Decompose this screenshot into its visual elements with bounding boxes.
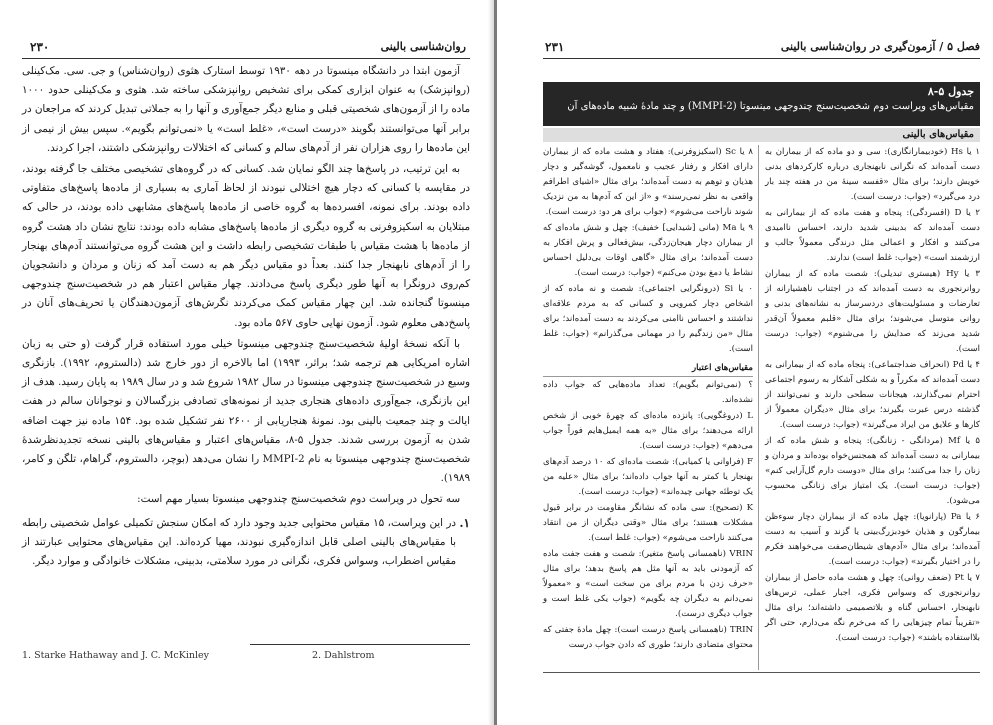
left-header-rule <box>22 58 470 59</box>
validity-entry: ؟ (نمی‌توانم بگویم): تعداد ماده‌هایی که جواب داده نشده‌اند. <box>543 380 753 405</box>
validity-entry: L (دروغگویی): پانزده ماده‌ای که چهرهٔ خوبی از شخص ارائه می‌دهند؛ برای مثال «به همه ایمیل‌هایم فوراً جواب می‌دهم» (جواب: درست است). <box>543 411 753 451</box>
table-bottom-rule <box>543 672 980 673</box>
table-label: جدول ۵-۸ <box>927 85 974 98</box>
left-page-number: ۲۳۰ <box>30 40 50 54</box>
left-body-text <box>22 62 470 571</box>
footnote-rule <box>250 644 470 645</box>
validity-scales-heading: مقیاس‌های اعتبار <box>543 361 753 377</box>
column-divider <box>758 145 759 670</box>
book-spine <box>494 0 497 725</box>
validity-entry: F (فراوانی یا کمیابی): شصت ماده‌ای که ۱۰ درصد آدم‌های بهنجار یا کمتر به آنها جواب داده‌اند؛ برای مثال «علیه من یک توطئه جهانی چیده‌اند» (جواب: درست است). <box>543 457 753 497</box>
table-subheading <box>543 128 980 142</box>
scale-entry: ۱ یا Hs (خودبیمارانگاری): سی و دو ماده که از بیماران به دست آمده‌اند که نگرانی نابهنجاری درباره کارکردهای بدنی خویش دارند؛ برای مثال «قفسه سینهٔ من در هفته چند بار درد می‌گیرد» (جواب: درست است). <box>765 147 980 202</box>
right-running-header: فصل ۵ / آزمون‌گیری در روان‌شناسی بالینی <box>780 40 980 53</box>
paragraph: به این ترتیب، در پاسخ‌ها چند الگو نمایان شد. کسانی که در گروه‌های تشخیصی مختلف جا گرفته بودند، در مقایسه با کسانی که دچار هیچ اختلالی نبودند از لحاظ آماری به بسیاری از ماده‌ها پاسخ‌های متفاوتی داده بودند. برای نمونه، افسرده‌ها به گروه خاصی از ماده‌ها پاسخ‌های مشابهی داده بودند، در حالی که مبتلایان به اسکیزوفرنی به گروه دیگری از ماده‌ها پاسخ‌های مشابه داده بودند: نتایج نشان داد هشت گروه از ماده‌ها با هشت مقیاس با طبقات تشخیصی رابطه داشت و این هشت گروه می‌توانستند آدم‌های بهنجار را از آدم‌های نابهنجار جدا کنند. بعداً دو مقیاس دیگر هم به دست آمد که زنان و مردان و دانشجویان کم‌روی درونگرا به آنها طور دیگری پاسخ می‌دادند. چهار مقیاس اعتبار هم در شخصیت‌سنج چندوجهی مینسوتا گنجانده شد. این چهار مقیاس کمک می‌کردند نگرش‌های آزمون‌دهندگان یا تحریف‌های آنان در پاسخ‌دهی معلوم شود. آزمون نهایی حاوی ۵۶۷ ماده بود. <box>22 163 470 329</box>
right-page-number: ۲۳۱ <box>545 40 565 54</box>
validity-entry: TRIN (ناهمسانی پاسخ درست است): چهل مادهٔ جفتی که محتوای متضادی دارند؛ طوری که دادن جواب درست <box>543 625 753 650</box>
scale-entry: ۵ یا Mf (مردانگی - زنانگی): پنجاه و شش ماده که از بیمارانی به دست آمده‌اند که همجنس‌خواه بوده‌اند و مردان و زنان را جدا می‌کنند؛ برای مثال «دوست دارم گل‌آرایی کنم» (جواب: درست است). یک امتیاز برای زنانگی محسوب می‌شود). <box>765 436 980 506</box>
paragraph: با آنکه نسخهٔ اولیهٔ شخصیت‌سنج چندوجهی مینسوتا خیلی مورد استفاده قرار گرفت (و حتی به زبان اشاره امریکایی هم ترجمه شد؛ براثر، ۱۹۹۳) اما بالاخره از دور خارج شد (دالستروم، ۱۹۹۲). بازنگری وسیع در شخصیت‌سنج چندوجهی مینسوتا در سال ۱۹۸۲ شروع شد و در سال ۱۹۸۹ به پایان رسید. هدف از این بازنگری، جمع‌آوری داده‌های هنجاری جدید از نمونه‌های تصادفی بزرگسالان و نوجوانان سالم در هفت ایالت و چند جمعیت بالینی بود. نمونهٔ هنجاریابی از ۲۶۰۰ نفر تشکیل شده بود. ۱۵۴ ماده نیز جهت اضافه شدن به آزمون بررسی شدند. جدول ۵-۸، مقیاس‌های اعتبار و مقیاس‌های بالینی نسخه تجدیدنظرشدهٔ شخصیت‌سنج چندوجهی مینسوتا به نام MMPI-2 را نشان می‌دهد (بوچر، دالستروم، گراهام، تلگن و کامر، ۱۹۸۹). <box>22 337 470 485</box>
clinical-scales-heading: مقیاس‌های بالینی <box>902 129 974 140</box>
scale-entry: ۸ یا Sc (اسکیزوفرنی): هفتاد و هشت ماده که از بیماران دارای افکار و رفتار عجیب و نامعمول، گوشه‌گیر و دچار هذیان و توهم به دست آمده‌اند؛ برای مثال «اشیای اطرافم واقعی به نظر نمی‌رسند» و «از این که آدم‌ها به من نزدیک شوند ناراحت می‌شوم» (جواب برای هر دو: درست است). <box>543 147 753 217</box>
paragraph: آزمون ابتدا در دانشگاه مینسوتا در دهه ۱۹۳۰ توسط استارک هثوی (روان‌شناس) و جی. سی. مک‌کینلی (روانپزشک) به عنوان ابزاری کمکی برای تشخیص روانپزشکی ساخته شد. هثوی و مک‌کینلی حدود ۱۰۰۰ ماده را از آزمون‌های شخصیتی قبلی و منابع دیگر جمع‌آوری و آنها را به جملاتی تبدیل کردند که مراجعان در برابر آنها می‌توانستند بگویند «درست است»، «غلط است» یا «نمی‌توانم بگویم». سپس بیش از نیمی از این ماده‌ها را روی هزاران نفر از آدم‌های سالم و کسانی که اختلالات روانپزشکی داشتند، اجرا کردند. <box>22 65 470 154</box>
list-item-text: در این ویراست، ۱۵ مقیاس محتوایی جدید وجود دارد که امکان سنجش تکمیلی عوامل شخصیتی رابطه با مقیاس‌های بالینی اصلی قابل اندازه‌گیری نبودند، مهیا کرده‌اند. این مقیاس‌های محتوایی عبارتند از مقیاس اضطراب، وسواس فکری، نگرانی در مورد سلامتی، بدبینی، مشکلات خانوادگی و موارد دیگر. <box>22 516 456 568</box>
scale-entry: ۴ یا Pd (انحراف ضداجتماعی): پنجاه ماده که از بیمارانی به دست آمده‌اند که مکرراً و به شکلی آشکار به رسوم اجتماعی احترام نمی‌گذارند، هیجانات سطحی دارند و نمی‌توانند از گذشته درس عبرت بگیرند؛ برای مثال «دیگران معمولاً از کارها و علایق من ایراد می‌گیرند» (جواب: درست است). <box>765 360 980 430</box>
table-right-column <box>765 145 980 647</box>
table-title: مقیاس‌های ویراست دوم شخصیت‌سنج چندوجهی مینسوتا (MMPI-2) و چند مادهٔ شبیه ماده‌های آن <box>567 101 974 112</box>
list-item <box>22 514 470 572</box>
validity-entry: K (تصحیح): سی ماده که نشانگر مقاومت در برابر قبول مشکلات هستند؛ برای مثال «وقتی دیگران از من انتقاد می‌کنند ناراحت می‌شوم» (جواب: غلط است). <box>543 503 753 543</box>
table-caption-box <box>543 82 980 126</box>
list-item-number: ۱. <box>459 515 470 530</box>
footnote-2: 2. Dahlstrom <box>312 650 375 661</box>
right-page <box>500 0 993 725</box>
validity-entry: VRIN (ناهمسانی پاسخ متغیر): شصت و هفت جفت ماده که آزمودنی باید به آنها مثل هم پاسخ بدهد؛ برای مثال «حرف زدن با مردم برای من سخت است» و «معمولاً نمی‌دانم به دیگران چه بگویم» (جواب یکی غلط است و جواب دیگری درست). <box>543 549 753 619</box>
scale-entry: ۲ یا D (افسردگی): پنجاه و هفت ماده که از بیمارانی به دست آمده‌اند که بدبینی شدید دارند، احساس ناامیدی می‌کنند و افکار و اعمالی مثل درندگی معمولاً جالب و ارزشمند است» (جواب: غلط است) ندارند. <box>765 208 980 263</box>
scale-entry: ۰ یا Si (درونگرایی اجتماعی): شصت و نه ماده که از اشخاص دچار کمرویی و کسانی که به مردم علاقه‌ای نداشتند و احساس ناامنی می‌کردند به دست آمده‌اند؛ برای مثال «من زندگیم را در مهمانی می‌گذرانم» (جواب: غلط است). <box>543 284 753 354</box>
paragraph: سه تحول در ویراست دوم شخصیت‌سنج چندوجهی مینسوتا بسیار مهم است: <box>137 493 460 506</box>
left-page <box>0 0 488 725</box>
left-running-header: روان‌شناسی بالینی <box>380 40 466 53</box>
scale-entry: ۶ یا Pa (پارانویا): چهل ماده که از بیماران دچار سوءظن بیمارگون و هذیان خودبزرگ‌بینی یا گزند و آسیب به دست آمده‌اند؛ برای مثال «آدم‌های شیطان‌صفت می‌خواهند فکرم را در اختیار بگیرند» (جواب: درست است). <box>765 512 980 567</box>
scale-entry: ۹ یا Ma (مانی [شیدایی] خفیف): چهل و شش ماده‌ای که از بیماران دچار هیجان‌زدگی، بیش‌فعالی و پرش افکار به دست آمده‌اند؛ برای مثال «گاهی اوقات بی‌دلیل احساس نشاط یا دمغ بودن می‌کنم» (جواب: درست است). <box>543 223 753 278</box>
table-left-column <box>543 145 753 654</box>
scale-entry: ۷ یا Pt (ضعف روانی): چهل و هشت ماده حاصل از بیماران روانرنجوری که وسواس فکری، اجبار عملی، ترس‌های نابهنجار، احساس گناه و بلاتصمیمی داشته‌اند؛ برای مثال «تقریباً تمام چیزهایی را که می‌خرم نگه می‌دارم، حتی اگر بلااستفاده باشند» (جواب: درست است). <box>765 573 980 643</box>
right-header-rule <box>543 58 980 59</box>
scale-entry: ۳ یا Hy (هیستری تبدیلی): شصت ماده که از بیماران روانرنجوری به دست آمده‌اند که در اجتناب ناهشیارانه از تعارضات و مسئولیت‌های دردسرساز به نشانه‌های بدنی و روانی متوسل می‌شوند؛ برای مثال «قلبم معمولاً آن‌قدر شدید می‌زند که صدایش را می‌شنوم» (جواب: درست است). <box>765 269 980 354</box>
footnote-1: 1. Starke Hathaway and J. C. McKinley <box>22 650 210 661</box>
